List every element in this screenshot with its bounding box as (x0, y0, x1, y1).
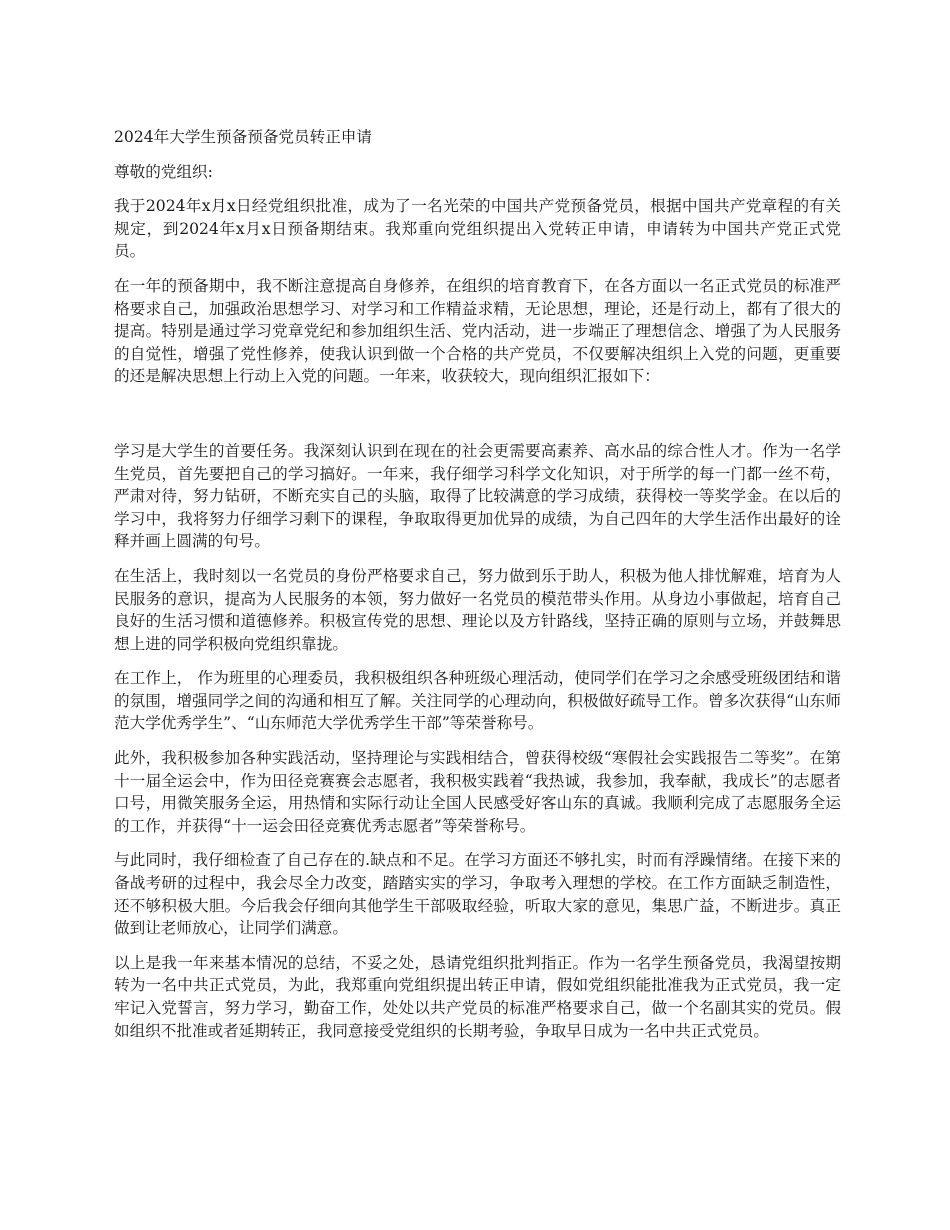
document-title: 2024年大学生预备预备党员转正申请 (114, 128, 372, 146)
salutation: 尊敬的党组织: (114, 162, 213, 181)
paragraph-practice: 此外，我积极参加各种实践活动，坚持理论与实践相结合，曾获得校级“寒假社会实践报告二等奖”。在第十一届全运会中，作为田径竞赛赛会志愿者，我积极实践着“我热诚，我参加，我奉献，我成长”的志愿者口号，用微笑服务全运，用热情和实际行动让全国人民感受好客山东的真诚。我顺利完成了志愿服务全运的工作，并获得“十一运会田径竞赛优秀志愿者”等荣誉称号。 (114, 749, 841, 835)
paragraph-conclusion: 以上是我一年来基本情况的总结，不妥之处，恳请党组织批判指正。作为一名学生预备党员，我渴望按期转为一名中共正式党员，为此，我郑重向党组织提出转正申请，假如党组织能批准我为正式党员，我一定牢记入党誓言，努力学习，勤奋工作，处处以共产党员的标准严格要求自己，做一个名副其实的党员。假如组织不批准或者延期转正，我同意接受党组织的长期考验，争取早日成为一名中共正式党员。 (114, 953, 841, 1040)
paragraph-approval: 我于2024年x月x日经党组织批准，成为了一名光荣的中国共产党预备党员，根据中国共产党章程的有关规定，到2024年x月x日预备期结束。我郑重向党组织提出入党转正申请，申请转为中国共产党正式党员。 (114, 197, 841, 261)
paragraph-work: 在工作上， 作为班里的心理委员，我积极组织各种班级心理活动，使同学们在学习之余感受班级团结和谐的氛围，增强同学之间的沟通和相互了解。关注同学的心理动向，积极做好疏导工作。曾多次获得“山东师范大学优秀学生”、“山东师范大学优秀学生干部”等荣誉称号。 (114, 669, 841, 733)
paragraph-shortcomings: 与此同时，我仔细检查了自己存在的.缺点和不足。在学习方面还不够扎实，时而有浮躁情绪。在接下来的备战考研的过程中，我会尽全力改变，踏踏实实的学习，争取考入理想的学校。在工作方面缺乏制造性，还不够积极大胆。今后我会仔细向其他学生干部吸取经验，听取大家的意见，集思广益，不断进步。真正做到让老师放心，让同学们满意。 (114, 851, 841, 938)
document-page (114, 126, 841, 1054)
paragraph-probation-summary: 在一年的预备期中，我不断注意提高自身修养，在组织的培育教育下，在各方面以一名正式党员的标准严格要求自己，加强政治思想学习、对学习和工作精益求精，无论思想，理论，还是行动上，都有了很大的提高。特别是通过学习党章党纪和参加组织生活、党内活动，进一步端正了理想信念、增强了为人民服务的自觉性，增强了党性修养，使我认识到做一个合格的共产党员，不仅要解决组织上入党的问题，更重要的还是解决思想上行动上入党的问题。一年来，收获较大，现向组织汇报如下： (114, 276, 841, 386)
paragraph-life: 在生活上，我时刻以一名党员的身份严格要求自己，努力做到乐于助人，积极为他人排忧解难，培育为人民服务的意识，提高为人民服务的本领，努力做好一名党员的模范带头作用。从身边小事做起，培育自己良好的生活习惯和道德修养。积极宣传党的思想、理论以及方针路线，坚持正确的原则与立场，并鼓舞思想上进的同学积极向党组织靠拢。 (114, 566, 841, 653)
paragraph-study: 学习是大学生的首要任务。我深刻认识到在现在的社会更需要高素养、高水品的综合性人才。作为一名学生党员，首先要把自己的学习搞好。一年来，我仔细学习科学文化知识，对于所学的每一门都一丝不苟，严肃对待，努力钻研，不断充实自己的头脑，取得了比较满意的学习成绩，获得校一等奖学金。在以后的学习中，我将努力仔细学习剩下的课程，争取取得更加优异的成绩，为自己四年的大学生活作出最好的诠释并画上圆满的句号。 (114, 441, 841, 551)
section-gap (114, 400, 841, 440)
